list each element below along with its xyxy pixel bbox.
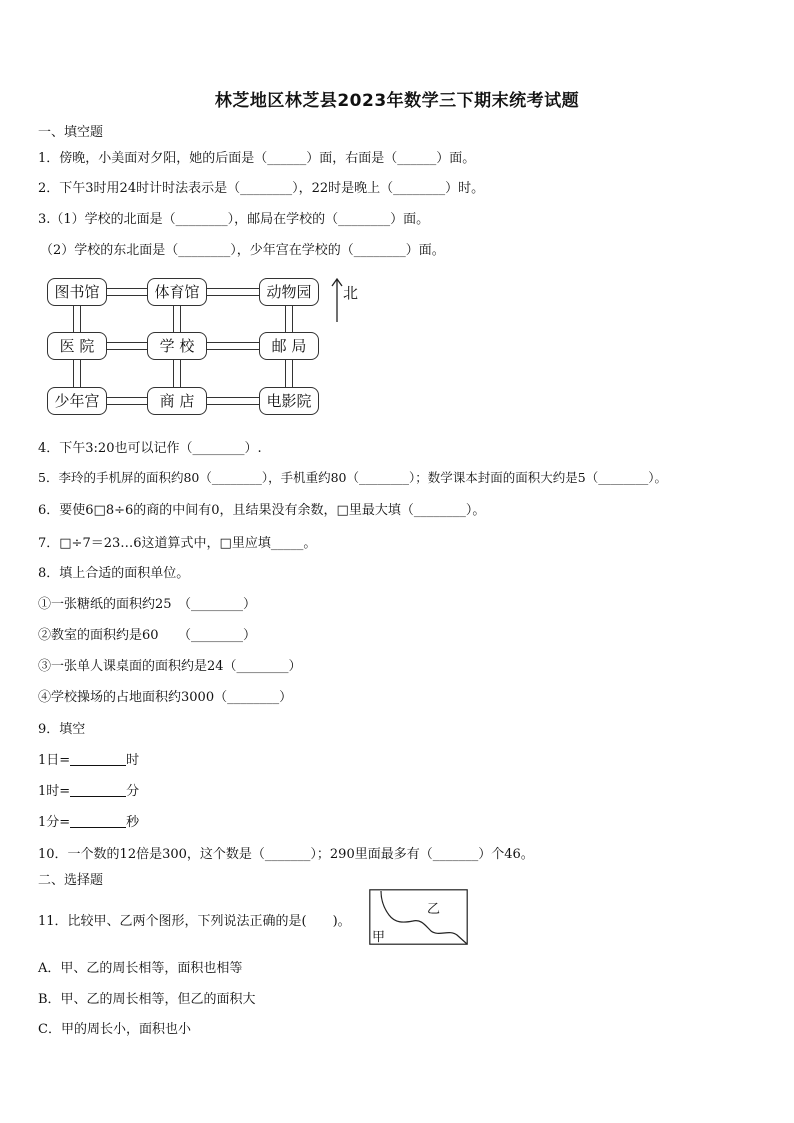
question-3-part-1: 3.（1）学校的北面是（________），邮局在学校的（________）面。 — [38, 212, 430, 227]
question-8-item-2: ②教室的面积约是60 （________） — [38, 628, 257, 643]
question-6: 6．要使6□8÷6的商的中间有0，且结果没有余数，□里最大填（________）。 — [38, 503, 486, 518]
question-8-item-4: ④学校操场的占地面积约3000（________） — [38, 690, 293, 705]
map-node-gym: 体育馆 — [147, 278, 207, 306]
question-9-item-2 — [38, 780, 139, 799]
road — [73, 360, 81, 388]
figure-label-jia: 甲 — [372, 930, 386, 945]
q9-2-prefix: 1时= — [38, 784, 71, 799]
map-node-school: 学 校 — [147, 332, 207, 360]
q9-1-unit: 时 — [126, 753, 140, 768]
map-node-hospital: 医 院 — [47, 332, 107, 360]
north-arrow-icon — [330, 276, 344, 324]
road — [106, 397, 148, 405]
question-10: 10．一个数的12倍是300，这个数是（_______）；290里面最多有（_______）个46。 — [38, 847, 534, 862]
option-c[interactable]: C．甲的周长小，面积也小 — [38, 1022, 191, 1037]
question-8: 8．填上合适的面积单位。 — [38, 566, 190, 581]
question-11: 11．比较甲、乙两个图形，下列说法正确的是( )。 — [38, 914, 351, 929]
question-4: 4．下午3:20也可以记作（________）. — [38, 441, 262, 456]
road — [73, 305, 81, 333]
question-5: 5．李玲的手机屏的面积约80（________），手机重约80（________）；数学课本封面的面积大约是5（________）。 — [38, 470, 667, 485]
map-node-zoo: 动物园 — [259, 278, 319, 306]
page-title: 林芝地区林芝县2023年数学三下期末统考试题 — [214, 91, 580, 111]
question-2: 2．下午3时用24时计时法表示是（________），22时是晚上（________）时。 — [38, 181, 485, 196]
north-label: 北 — [343, 284, 359, 302]
question-3-part-2: （2）学校的东北面是（________），少年宫在学校的（________）面。 — [40, 243, 445, 258]
question-9-item-3 — [38, 811, 139, 830]
q9-3-prefix: 1分= — [38, 815, 71, 830]
question-8-item-1: ①一张糖纸的面积约25 （________） — [38, 597, 257, 612]
map-node-cinema: 电影院 — [259, 387, 319, 415]
option-b[interactable]: B．甲、乙的周长相等，但乙的面积大 — [38, 992, 256, 1007]
map-node-library: 图书馆 — [47, 278, 107, 306]
option-a[interactable]: A．甲、乙的周长相等，面积也相等 — [38, 961, 243, 976]
question-1: 1．傍晚，小美面对夕阳，她的后面是（______）面，右面是（______）面。 — [38, 151, 476, 166]
map-node-youth-palace: 少年宫 — [47, 387, 107, 415]
map-node-post-office: 邮 局 — [259, 332, 319, 360]
road — [206, 397, 260, 405]
answer-blank[interactable] — [70, 815, 126, 828]
road — [173, 305, 181, 333]
map-node-shop: 商 店 — [147, 387, 207, 415]
answer-blank[interactable] — [70, 753, 126, 766]
road — [173, 360, 181, 388]
question-9-item-1 — [38, 749, 139, 768]
question-11-figure — [369, 889, 468, 945]
q9-3-unit: 秒 — [126, 815, 140, 830]
section-multiple-choice: 二、选择题 — [38, 873, 104, 888]
road — [285, 305, 293, 333]
q9-1-prefix: 1日= — [38, 753, 71, 768]
question-9: 9．填空 — [38, 722, 86, 737]
road — [206, 342, 260, 350]
road — [106, 342, 148, 350]
road — [206, 288, 260, 296]
question-7: 7．□÷7＝23…6这道算式中，□里应填_____。 — [38, 536, 317, 551]
road — [106, 288, 148, 296]
road — [285, 360, 293, 388]
section-fill-in-blank: 一、填空题 — [38, 125, 104, 140]
answer-blank[interactable] — [70, 784, 126, 797]
figure-label-yi: 乙 — [427, 902, 441, 917]
question-8-item-3: ③一张单人课桌面的面积约是24（________） — [38, 659, 302, 674]
q9-2-unit: 分 — [126, 784, 140, 799]
